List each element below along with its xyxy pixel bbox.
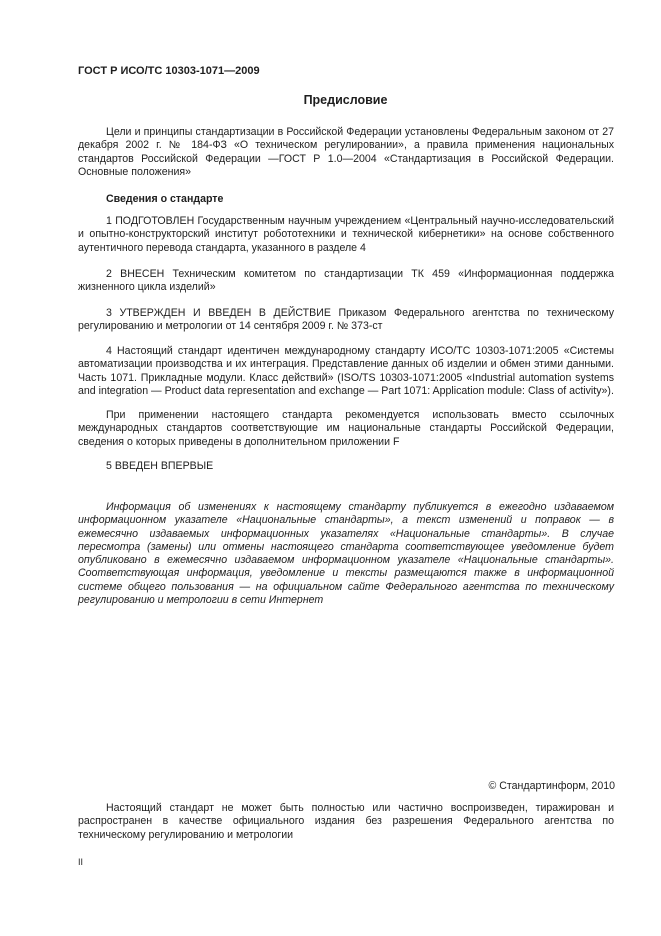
page-number: II xyxy=(78,857,84,867)
item-4-note: При применении настоящего стандарта рекомендуется использовать вместо ссылочных международных стандартов соответствующие им национальные стандарты Российской Федерации, сведения о которых приведены в дополнительном приложении F xyxy=(78,409,614,448)
intro-paragraph: Цели и принципы стандартизации в Российской Федерации установлены Федеральным законом от 27 декабря 2002 г. № 184-ФЗ «О техническом регулировании», а правила применения национальных стандартов Российской Федерации —ГОСТ Р 1.0—2004 «Стандартизация в Российской Федерации. Основные положения» xyxy=(78,126,614,178)
document-header: ГОСТ Р ИСО/ТС 10303-1071—2009 xyxy=(78,65,260,77)
page-title: Предисловие xyxy=(303,93,388,107)
copyright: © Стандартинформ, 2010 xyxy=(488,780,615,792)
item-4: 4 Настоящий стандарт идентичен международному стандарту ИСО/ТС 10303-1071:2005 «Системы автоматизации производства и их интеграция. Представление данных об изделии и обмен этими данными. Часть 1071. Прикладные модули. Класс действий» (ISO/TS 10303-1071:2005 «Industrial automation systems and integration — Product data representation and exchange — Part 1071: Application module: Class of activity»). xyxy=(78,345,614,397)
item-3: 3 УТВЕРЖДЕН И ВВЕДЕН В ДЕЙСТВИЕ Приказом Федерального агентства по техническому регулированию и метрологии от 14 сентября 2009 г. № 373-ст xyxy=(78,307,614,333)
item-1: 1 ПОДГОТОВЛЕН Государственным научным учреждением «Центральный научно-исследовательский и опытно-конструкторский институт робототехники и технической кибернетики» на основе собственного аутентичного перевода стандарта, указанного в разделе 4 xyxy=(78,215,614,254)
item-5: 5 ВВЕДЕН ВПЕРВЫЕ xyxy=(106,460,214,472)
reproduction-notice: Настоящий стандарт не может быть полностью или частично воспроизведен, тиражирован и распространен в качестве официального издания без разрешения Федерального агентства по техническому регулированию и метрологии xyxy=(78,802,614,841)
section-heading: Сведения о стандарте xyxy=(106,193,224,205)
item-2: 2 ВНЕСЕН Техническим комитетом по стандартизации ТК 459 «Информационная поддержка жизненного цикла изделий» xyxy=(78,268,614,294)
info-notice: Информация об изменениях к настоящему стандарту публикуется в ежегодно издаваемом информационном указателе «Национальные стандарты», а текст изменений и поправок — в ежемесячно издаваемых информационных указателях «Национальные стандарты». В случае пересмотра (замены) или отмены настоящего стандарта соответствующее уведомление будет опубликовано в ежемесячно издаваемом информационном указателе «Национальные стандарты». Соответствующая информация, уведомление и тексты размещаются также в информационной системе общего пользования — на официальном сайте Федерального агентства по техническому регулированию и метрологии в сети Интернет xyxy=(78,501,614,607)
